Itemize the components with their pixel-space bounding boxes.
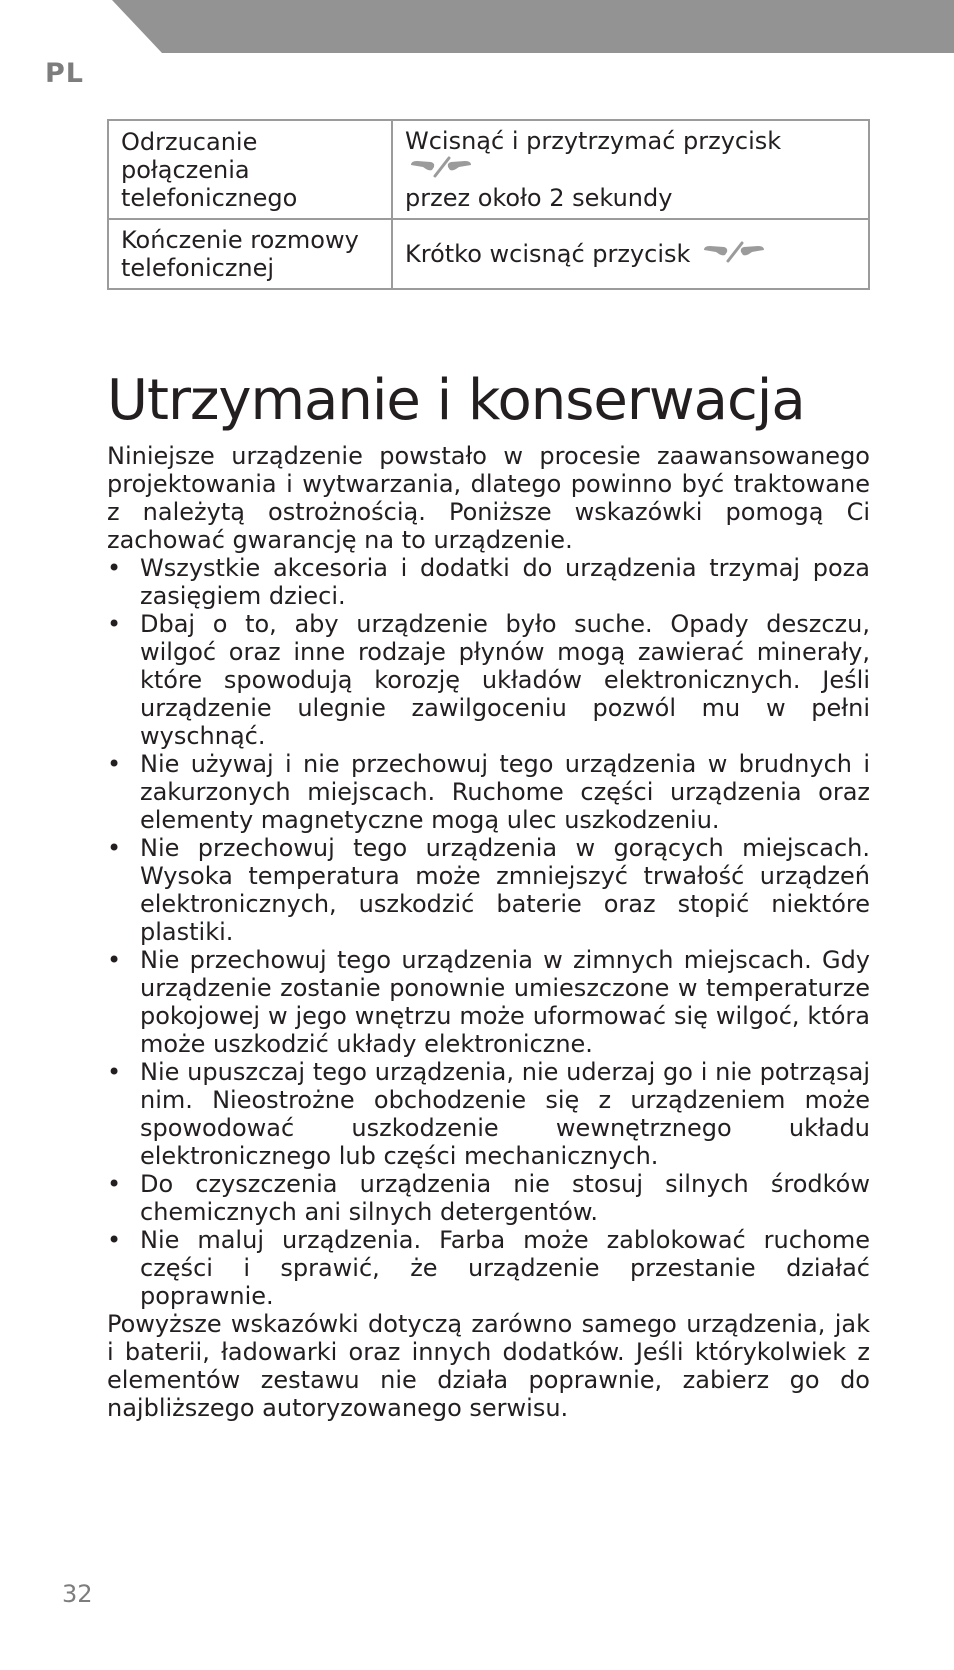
phone-hangup-icon: [702, 241, 766, 269]
list-item: [107, 750, 870, 834]
instruction-text: Krótko wcisnąć przycisk: [405, 239, 691, 268]
bullet-dot-icon: •: [107, 554, 122, 582]
list-item: [107, 1058, 870, 1170]
list-item-text: Nie przechowuj tego urządzenia w gorących miejscach. Wysoka temperatura może zmniejszyć trwałość urządzeń elektronicznych, uszkodzić baterie oraz stopić niektóre plastiki.: [140, 834, 870, 946]
page-number: 32: [62, 1580, 93, 1608]
list-item-text: Do czyszczenia urządzenia nie stosuj silnych środków chemicznych ani silnych detergentów.: [140, 1170, 870, 1226]
bullet-dot-icon: •: [107, 1058, 122, 1086]
bullet-dot-icon: •: [107, 946, 122, 974]
list-item-text: Nie przechowuj tego urządzenia w zimnych miejscach. Gdy urządzenie zostanie ponownie umieszczone w temperaturze pokojowej w jego wnętrzu może uformować się wilgoć, która może uszkodzić układy elektroniczne.: [140, 946, 870, 1058]
instruction-text-continued: przez około 2 sekundy: [405, 184, 673, 212]
list-item: [107, 1170, 870, 1226]
list-item: [107, 1226, 870, 1310]
instruction-cell: [392, 219, 869, 289]
header-bar: [0, 0, 954, 53]
section-title: Utrzymanie i konserwacja: [107, 368, 805, 433]
list-item: [107, 610, 870, 750]
phone-hangup-icon: [409, 156, 473, 184]
bullet-dot-icon: •: [107, 834, 122, 862]
bullet-dot-icon: •: [107, 750, 122, 778]
action-cell: Odrzucanie połączenia telefonicznego: [108, 120, 392, 219]
language-label: PL: [45, 58, 84, 89]
call-controls-table: [107, 119, 870, 290]
list-item-text: Dbaj o to, aby urządzenie było suche. Opady deszczu, wilgoć oraz inne rodzaje płynów mogą zawierać minerały, które spowodują korozję układów elektronicznych. Jeśli urządzenie ulegnie zawilgoceniu pozwól mu w pełni wyschnąć.: [140, 610, 870, 750]
instruction-cell: [392, 120, 869, 219]
table-row: [108, 120, 869, 219]
list-item: [107, 946, 870, 1058]
intro-paragraph: Niniejsze urządzenie powstało w procesie zaawansowanego projektowania i wytwarzania, dlatego powinno być traktowane z należytą ostrożnością. Poniższe wskazówki pomogą Ci zachować gwarancję na to urządzenie.: [107, 442, 870, 554]
section-body: [107, 442, 870, 1422]
instruction-text: Wcisnąć i przytrzymać przycisk: [405, 127, 782, 155]
bullet-dot-icon: •: [107, 1226, 122, 1254]
list-item: [107, 554, 870, 610]
table-row: [108, 219, 869, 289]
closing-paragraph: Powyższe wskazówki dotyczą zarówno samego urządzenia, jak i baterii, ładowarki oraz innych dodatków. Jeśli którykolwiek z elementów zestawu nie działa poprawnie, zabierz go do najbliższego autoryzowanego serwisu.: [107, 1310, 870, 1422]
bullet-dot-icon: •: [107, 610, 122, 638]
action-cell: Kończenie rozmowy telefonicznej: [108, 219, 392, 289]
list-item-text: Nie upuszczaj tego urządzenia, nie uderzaj go i nie potrząsaj nim. Nieostrożne obchodzenie się z urządzeniem może spowodować uszkodzenie wewnętrznego układu elektronicznego lub części mechanicznych.: [140, 1058, 870, 1170]
list-item-text: Nie maluj urządzenia. Farba może zablokować ruchome części i sprawić, że urządzenie przestanie działać poprawnie.: [140, 1226, 870, 1310]
maintenance-list: [107, 554, 870, 1310]
list-item: [107, 834, 870, 946]
list-item-text: Nie używaj i nie przechowuj tego urządzenia w brudnych i zakurzonych miejscach. Ruchome części urządzenia oraz elementy magnetyczne mogą ulec uszkodzeniu.: [140, 750, 870, 834]
bullet-dot-icon: •: [107, 1170, 122, 1198]
list-item-text: Wszystkie akcesoria i dodatki do urządzenia trzymaj poza zasięgiem dzieci.: [140, 554, 870, 610]
